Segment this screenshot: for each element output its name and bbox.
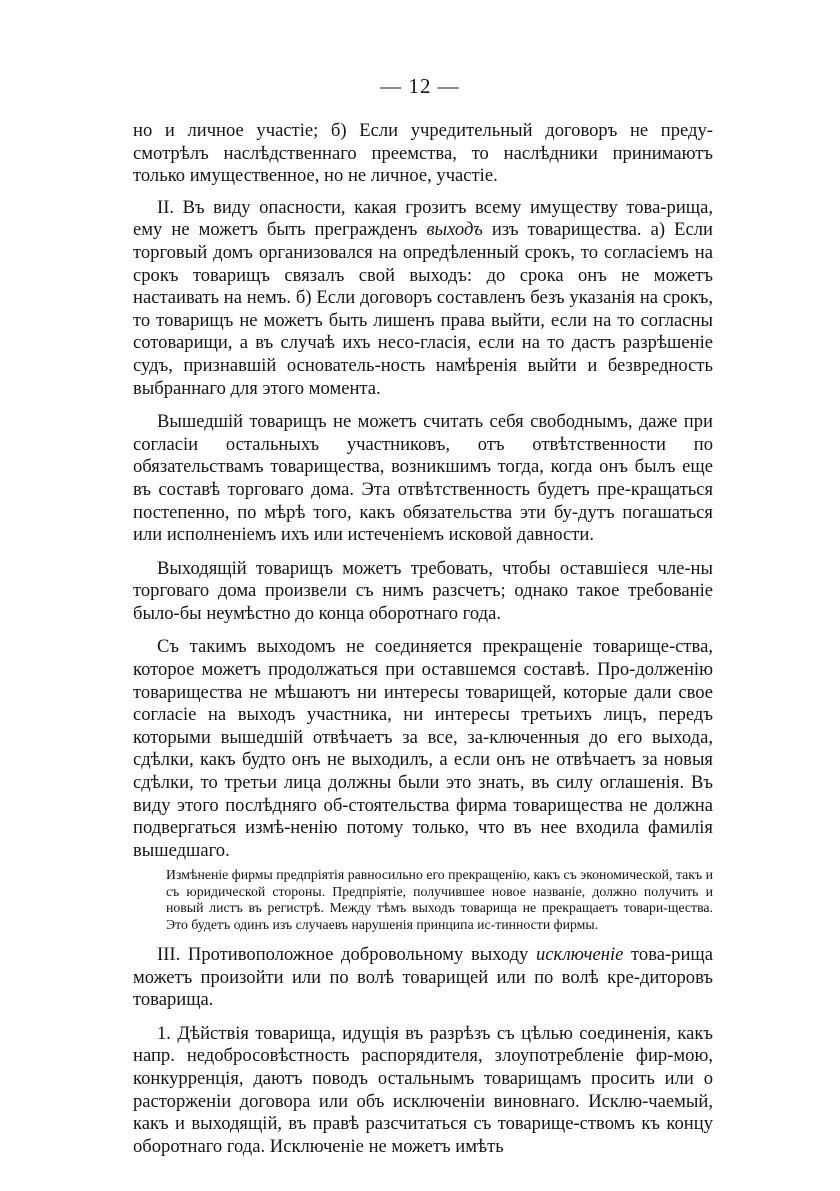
paragraph-continuation-of-partnership: Съ такимъ выходомъ не соединяется прекращеніе товарище-ства, которое можетъ продолжаться при оставшемся составѣ. Про-долженію товарищества не мѣшаютъ ни интересы товарищей, которые дали свое согласіе на выходъ участника, ни интересы третьихъ лицъ, передъ которыми вышедшій отвѣчаетъ за все, за-ключенныя до его выхода, сдѣлки, какъ будто онъ не выходилъ, а если онъ не отвѣчаетъ за новыя сдѣлки, то третьи лица должны были это знать, въ силу оглашенія. Въ виду этого послѣдняго об-стоятельства фирма товарищества не должна подвергаться измѣ-ненію потому только, что въ нее входила фамилія вышедшаго.	[133, 636, 713, 861]
paragraph-exclusion-grounds: 1. Дѣйствія товарища, идущія въ разрѣзъ съ цѣлью соединенія, какъ напр. недобросовѣстность распорядителя, злоупотребленіе фир-мою, конкурренція, даютъ поводъ остальнымъ товарищамъ просить или о расторженіи договора или объ исключеніи виновнаго. Исклю-чаемый, какъ и выходящій, въ правѣ разсчитаться съ товарище-ствомъ къ концу оборотнаго года. Исключеніе не можетъ имѣть	[133, 1022, 713, 1157]
paragraph-section-2	[133, 197, 713, 400]
paragraph-section-2-start: II. Въ виду опасности, какая грозитъ всему имуществу това-рища, ему не можетъ быть прегражденъ	[133, 196, 713, 241]
paragraph-section-3	[133, 944, 713, 1012]
paragraph-section-2-end: изъ товарищества. а) Если торговый домъ организовался на опредѣленный срокъ, то согласіемъ на срокъ товарищъ связалъ свой выходъ: до срока онъ не можетъ настаивать на немъ. б) Если договоръ составленъ безъ указанія на срокъ, то товарищъ не можетъ быть лишенъ права выйти, если на то согласны сотоварищи, а въ случаѣ ихъ несо-гласія, если на то дастъ разрѣшеніе судъ, признавшій основатель-ность намѣренія выйти и безвредность выбраннаго для этого момента.	[133, 219, 713, 399]
paragraph-liability: Вышедшій товарищъ не можетъ считать себя свободнымъ, даже при согласіи остальныхъ участниковъ, отъ отвѣтственности по обязательствамъ товарищества, возникшимъ тогда, когда онъ былъ еще въ составѣ торговаго дома. Эта отвѣтственность будетъ пре-кращаться постепенно, по мѣрѣ того, какъ обязательства эти бу-дутъ погашаться или исполненіемъ ихъ или истеченіемъ исковой давности.	[133, 411, 713, 546]
paragraph-continuation: но и личное участіе; б) Если учредительный договоръ не преду-смотрѣлъ наслѣдственнаго преемства, то наслѣдники принимаютъ только имущественное, но не личное, участіе.	[133, 120, 713, 187]
paragraph-settlement: Выходящій товарищъ можетъ требовать, чтобы оставшіеся чле-ны торговаго дома произвели съ нимъ разсчетъ; однако такое требованіе было-бы неумѣстно до конца оборотнаго года.	[133, 557, 713, 624]
paragraph-section-3-start: III. Противоположное добровольному выходу	[157, 944, 536, 966]
emphasis-exclusion: исключеніе	[536, 944, 624, 966]
body-text	[133, 120, 713, 1169]
footnote-firm-name: Измѣненіе фирмы предпріятія равносильно его прекращенію, какъ съ экономической, такъ и съ юридической стороны. Предпріятіе, получившее новое названіе, должно получить и новый листъ въ регистрѣ. Между тѣмъ выходъ товарища не прекращаетъ товари-щества. Это будетъ одинъ изъ случаевъ нарушенія принципа ис-тинности фирмы.	[166, 867, 713, 932]
page-number: — 12 —	[380, 74, 460, 98]
paragraph-section-3-end: това-рища можетъ произойти или по волѣ товарищей или по волѣ кре-диторовъ товарища.	[133, 944, 714, 1011]
emphasis-exit: выходъ	[426, 219, 483, 241]
